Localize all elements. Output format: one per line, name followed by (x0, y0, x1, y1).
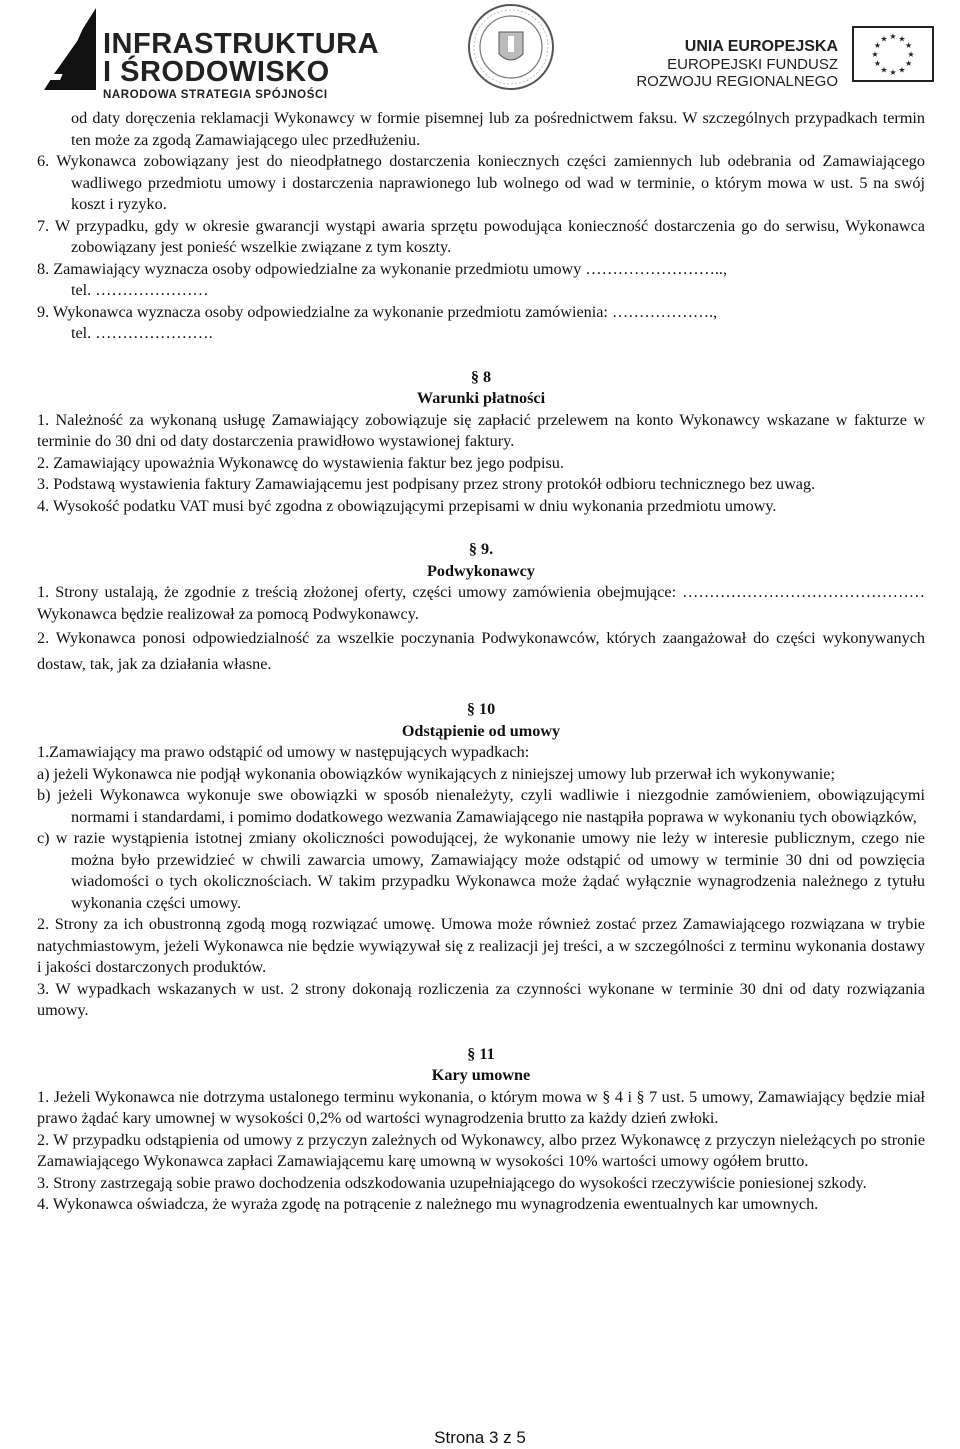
star-icon: ★ (873, 41, 881, 50)
paragraph: 1. Jeżeli Wykonawca nie dotrzyma ustalonego terminu wykonania, o którym mowa w § 4 i § 7 ust. 5 umowy, Zamawiający będzie miał prawo żądać kary umownej w wysokości 0,2% od wartości wynagrodzenia brutto za każdy dzień zwłoki. (37, 1087, 925, 1127)
star-icon: ★ (898, 65, 906, 75)
eu-line-3: ROZWOJU REGIONALNEGO (636, 73, 838, 90)
section-title: Warunki płatności (416, 389, 546, 407)
page-header (0, 0, 960, 106)
section-title: Odstąpienie od umowy (401, 721, 561, 740)
paragraph: 3. W wypadkach wskazanych w ust. 2 strony dokonają rozliczenia za czynności wykonane w terminie 30 dni od daty rozwiązania umowy. (37, 979, 925, 1019)
paragraph: tel. ………………… (71, 281, 209, 299)
list-item: c) w razie wystąpienia istotnej zmiany okoliczności powodującej, że wykonanie umowy nie leży w interesie publicznym, czego nie można było przewidzieć w chwili zawarcia umowy, Zamawiający może odstąpić od umowy w terminie 30 dni od powzięcia wiadomości o tych okolicznościach. W takim przypadku Wykonawca może żądać wyłącznie wynagrodzenia należnego z tytułu wykonania części umowy. (37, 829, 925, 912)
document-body (37, 108, 925, 1216)
paragraph: 2. Strony za ich obustronną zgodą mogą rozwiązać umowę. Umowa może również zostać przez Zamawiającego rozwiązana w trybie natychmiastowym, jeżeli Wykonawca nie będzie wywiązywał się z realizacji jej treści, a w szczególności z terminu wykonania dostawy i jakości dostarczonych produktów. (37, 915, 925, 976)
star-icon: ★ (907, 50, 915, 59)
star-icon: ★ (880, 65, 888, 75)
university-seal-icon (466, 2, 556, 92)
star-icon: ★ (889, 68, 897, 77)
section-number: § 10 (466, 700, 496, 718)
page-number: Strona 3 z 5 (434, 1428, 526, 1447)
eu-line-1: UNIA EUROPEJSKA (684, 38, 838, 55)
brand-wordmark (103, 30, 379, 104)
paragraph: 3. Strony zastrzegają sobie prawo dochodzenia odszkodowania uzupełniającego do wysokości rzeczywiście poniesionej szkody. (37, 1173, 867, 1192)
star-icon: ★ (880, 34, 888, 44)
star-icon: ★ (873, 59, 881, 68)
paragraph: 9. Wykonawca wyznacza osoby odpowiedzialne za wykonanie przedmiotu zamówienia: ………………., (37, 302, 718, 321)
paragraph: 1.Zamawiający ma prawo odstąpić od umowy w następujących wypadkach: (37, 743, 530, 761)
paragraph: 3. Podstawą wystawienia faktury Zamawiającemu jest podpisany przez strony protokół odbioru technicznego bez uwag. (37, 475, 816, 493)
infrastructure-logo-icon (40, 4, 100, 94)
section-title: Podwykonawcy (427, 561, 535, 580)
list-item: b) jeżeli Wykonawca wykonuje swe obowiązki w sposób nienależyty, czyli wadliwie i niezgodnie zamówieniem, obowiązującymi normami i standardami, i pomimo dodatkowego wezwania Zamawiającego nie nastąpiła poprawa w wykonaniu tych obowiązków, (37, 786, 925, 826)
eu-flag-icon (852, 26, 934, 82)
paragraph: 2. Wykonawca ponosi odpowiedzialność za wszelkie poczynania Podwykonawców, których zaangażował do części wykonywanych dostaw, tak, jak za działania własne. (37, 629, 925, 673)
star-icon: ★ (871, 50, 879, 59)
paragraph: od daty doręczenia reklamacji Wykonawcy w formie pisemnej lub za pośrednictwem faksu. W szczególnych przypadkach termin ten może za zgodą Zamawiającego ulec przedłużeniu. (71, 109, 925, 149)
paragraph: 2. Zamawiający upoważnia Wykonawcę do wystawienia faktur bez jego podpisu. (37, 453, 564, 472)
paragraph: 7. W przypadku, gdy w okresie gwarancji wystąpi awaria sprzętu powodująca konieczność dostarczenia go do serwisu, Wykonawca zobowiązany jest ponieść wszelkie związane z tym koszty. (37, 216, 925, 256)
star-icon: ★ (898, 34, 906, 44)
star-icon: ★ (905, 59, 913, 68)
section-title: Kary umowne (431, 1066, 531, 1084)
list-item: a) jeżeli Wykonawca nie podjął wykonania obowiązków wynikających z niniejszej umowy lub przerwał ich wykonywanie; (37, 764, 835, 783)
brand-line-2: I ŚRODOWISKO (103, 56, 330, 88)
paragraph: 6. Wykonawca zobowiązany jest do nieodpłatnego dostarczenia koniecznych części zamiennych lub odebrania od Zamawiającego wadliwego przedmiotu umowy i dostarczenia naprawionego lub wolnego od wad w terminie, o którym mowa w ust. 5 na swój koszt i ryzyko. (37, 152, 925, 213)
brand-line-1: INFRASTRUKTURA (103, 28, 380, 60)
paragraph: 8. Zamawiający wyznacza osoby odpowiedzialne za wykonanie przedmiotu umowy …………………….., (37, 259, 728, 278)
brand-line-3: NARODOWA STRATEGIA SPÓJNOŚCI (103, 89, 328, 101)
section-number: § 9. (468, 540, 494, 558)
eu-label (636, 38, 838, 90)
star-icon: ★ (905, 41, 913, 50)
paragraph: tel. …………………. (71, 324, 213, 342)
paragraph: 1. Strony ustalają, że zgodnie z treścią złożonej oferty, części umowy zamówienia obejmujące: ……………………………………… Wykonawca będzie realizował za pomocą Podwykonawcy. (37, 583, 925, 623)
paragraph: 2. W przypadku odstąpienia od umowy z przyczyn zależnych od Wykonawcy, albo przez Wykonawcę z przyczyn nieleżących po stronie Zamawiającego Wykonawca zapłaci Zamawiającemu karę umowną w wysokości 10% wartości umowy ogółem brutto. (37, 1130, 925, 1170)
section-number: § 8 (470, 367, 492, 386)
section-number: § 11 (467, 1044, 495, 1063)
eu-line-2: EUROPEJSKI FUNDUSZ (667, 56, 838, 73)
paragraph: 4. Wysokość podatku VAT musi być zgodna z obowiązującymi przepisami w dniu wykonania przedmiotu umowy. (37, 496, 777, 515)
star-icon: ★ (889, 32, 897, 41)
paragraph: 1. Należność za wykonaną usługę Zamawiający zobowiązuje się zapłacić przelewem na konto Wykonawcy wskazane w fakturze w terminie do 30 dni od daty dostarczenia prawidłowo wystawionej faktury. (37, 410, 925, 450)
paragraph: 4. Wykonawca oświadcza, że wyraża zgodę na potrącenie z należnego mu wynagrodzenia ewentualnych kar umownych. (37, 1195, 819, 1213)
